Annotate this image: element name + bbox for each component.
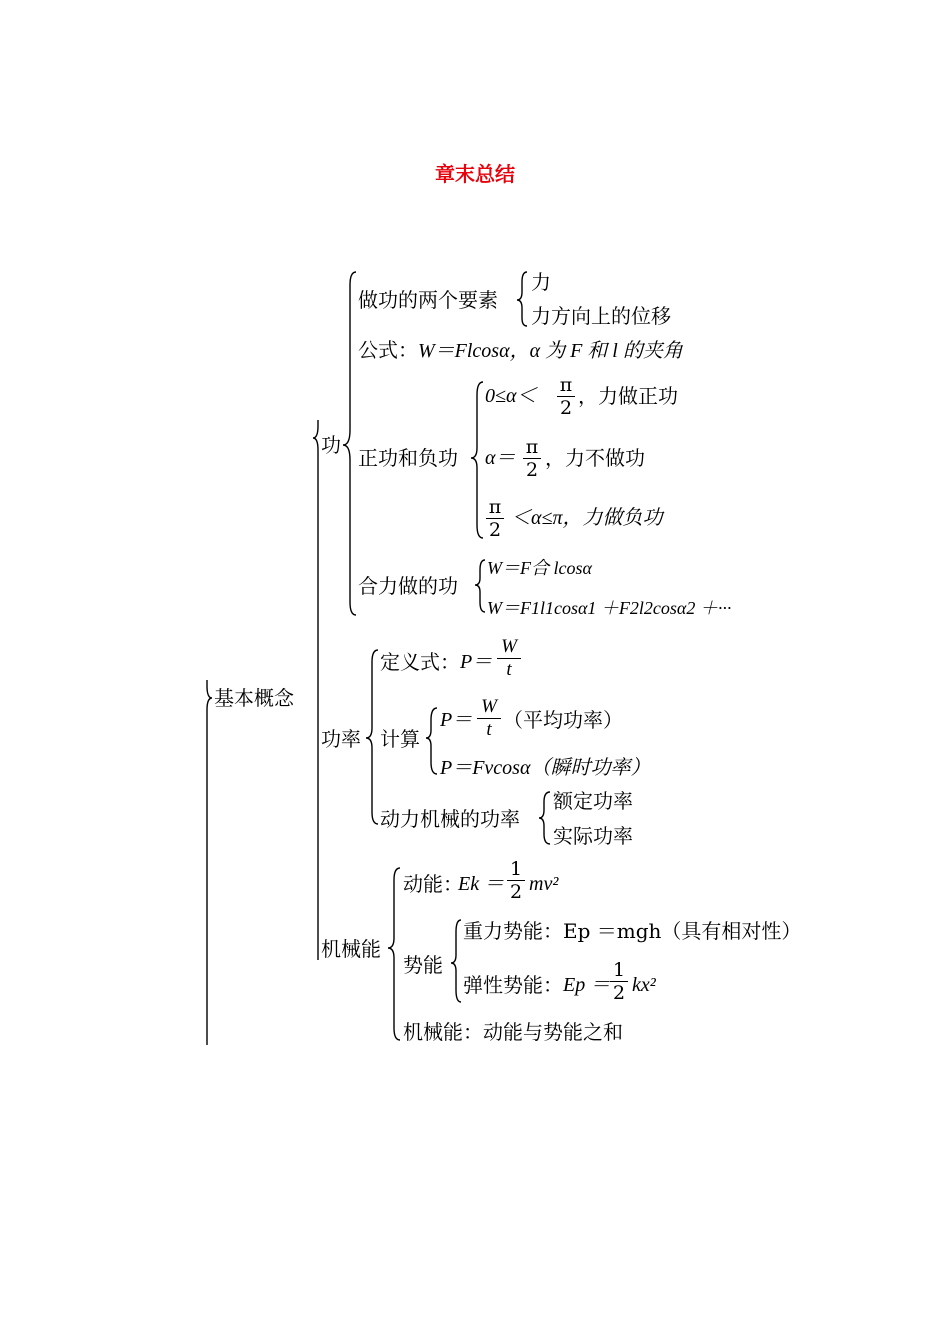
frac-num: W [501,636,517,657]
power-calc-label: 计算 [380,727,420,751]
power-avg-note: （平均功率） [503,708,623,732]
root-label: 基本概念 [214,686,294,710]
elastic-rhs: kx² [632,974,656,996]
power-def-lhs: P＝ [460,651,493,673]
net-work-formula1: W＝F合 lcosα [487,558,592,578]
case2-pre: α＝ [485,447,516,469]
mechanical-energy-def: 机械能：动能与势能之和 [403,1020,623,1044]
frac-den: t [497,658,521,681]
gravity-potential: 重力势能：Ep ＝mgh（具有相对性） [463,919,802,943]
work-element-force: 力 [531,270,551,294]
work-formula-prefix: 公式： [358,338,418,362]
work-formula: W＝Flcosα，α 为 F 和 l 的夹角 [418,340,683,362]
frac-num: 1 [509,858,523,880]
frac-num: π [525,436,539,458]
net-work-label: 合力做的功 [358,574,458,598]
case1-pre: 0≤α＜ [485,385,537,407]
case2-fraction [523,436,541,481]
work-element-displacement: 力方向上的位移 [531,304,671,328]
case3-fraction [486,496,504,541]
elastic-lhs: Ep ＝ [563,974,611,996]
power-avg-lhs: P＝ [440,709,473,731]
power-label: 功率 [321,727,361,751]
frac-num: π [559,374,573,396]
case1-post: ，力做正功 [578,384,678,408]
frac-den: 2 [523,458,541,481]
power-avg-fraction [477,696,501,741]
case3-post: ＜α≤π，力做负功 [511,507,663,529]
work-label: 功 [321,433,341,457]
power-machine-label: 动力机械的功率 [380,807,520,831]
pos-neg-label: 正功和负功 [358,446,458,470]
power-actual: 实际功率 [553,824,633,848]
frac-den: t [477,718,501,741]
energy-label: 机械能 [321,937,381,961]
potential-label: 势能 [403,953,443,977]
kinetic-rhs: mv² [529,873,559,895]
power-def-fraction [497,636,521,681]
frac-num: π [488,496,502,518]
work-formula-row [358,338,683,363]
frac-den: 2 [557,396,575,419]
kinetic-fraction [507,858,525,903]
work-elements-label: 做功的两个要素 [358,288,498,312]
kinetic-label: 动能： [403,872,463,896]
elastic-label: 弹性势能： [463,973,563,997]
frac-den: 2 [610,981,628,1004]
case2-post: ，力不做功 [545,446,645,470]
frac-num: W [481,696,497,717]
frac-den: 2 [507,880,525,903]
power-inst: P＝Fvcosα（瞬时功率） [440,757,651,779]
elastic-fraction [610,959,628,1004]
frac-den: 2 [486,518,504,541]
power-def-label: 定义式： [380,650,460,674]
net-work-formula2: W＝F1l1cosα1 ＋F2l2cosα2 ＋··· [487,598,732,618]
power-rated: 额定功率 [553,789,633,813]
kinetic-lhs: Ek ＝ [458,873,505,895]
page-title: 章末总结 [435,162,515,186]
case1-fraction [557,374,575,419]
frac-num: 1 [612,959,626,981]
